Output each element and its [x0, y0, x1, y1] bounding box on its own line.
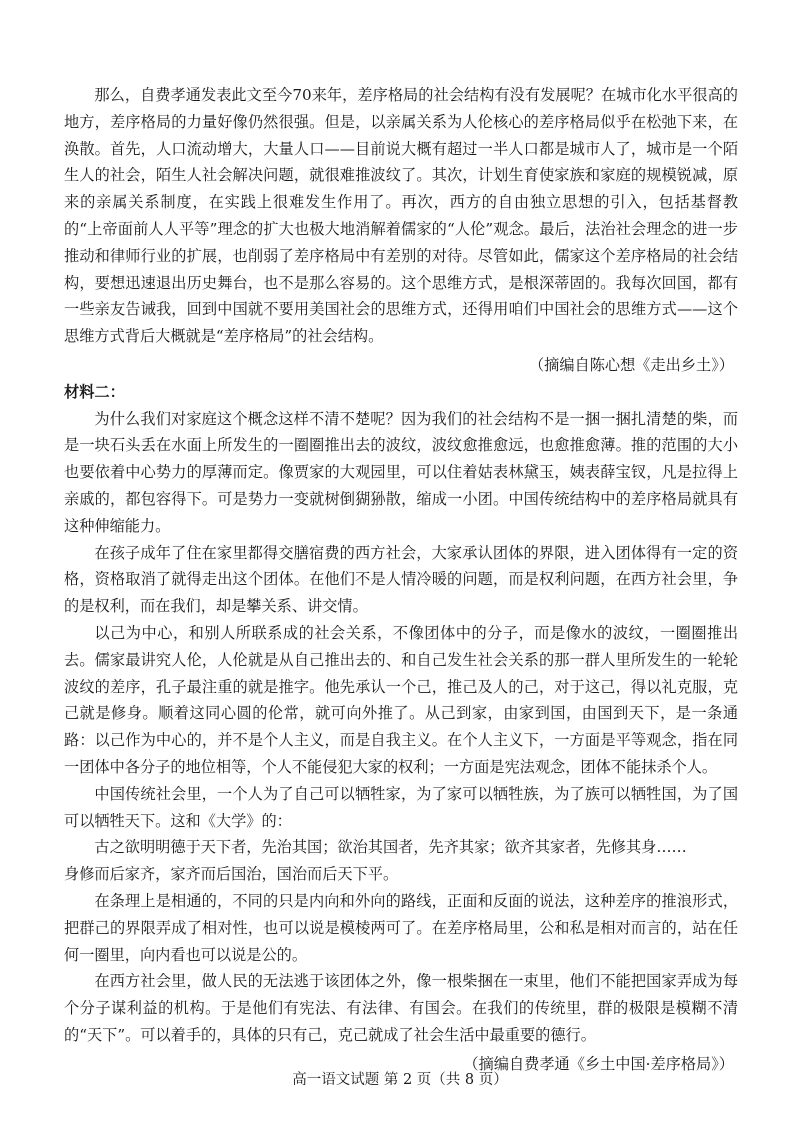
passage2-paragraph-4: 中国传统社会里，一个人为了自己可以牺牲家，为了家可以牺牲族，为了族可以牺牲国，为了国可以牺牲天下。这和《大学》的：	[64, 784, 738, 830]
passage2-paragraph-2: 在孩子成年了住在家里都得交膳宿费的西方社会，大家承认团体的界限，进入团体得有一定的资格，资格取消了就得走出这个团体。在他们不是人情冷暖的问题，而是权利问题，在西方社会里，争的是权利，而在我们，却是攀关系、讲交情。	[64, 543, 738, 616]
passage2-paragraph-3: 以己为中心，和别人所联系成的社会关系，不像团体中的分子，而是像水的波纹，一圈圈推出去。儒家最讲究人伦，人伦就是从自己推出去的、和自己发生社会关系的那一群人里所发生的一轮轮波纹的差序，孔子最注重的就是推字。他先承认一个己，推己及人的己，对于这己，得以礼克服，克己就是修身。顺着这同心圆的伦常，就可向外推了。从己到家，由家到国，由国到天下，是一条通路：以己作为中心的，并不是个人主义，而是自我主义。在个人主义下，一方面是平等观念，指在同一团体中各分子的地位相等，个人不能侵犯大家的权利；一方面是宪法观念，团体不能抹杀个人。	[64, 623, 738, 776]
passage2-paragraph-5: 在条理上是相通的，不同的只是内向和外向的路线，正面和反面的说法，这种差序的推浪形式，把群己的界限弄成了相对性，也可以说是模棱两可了。在差序格局里，公和私是相对而言的，站在任何一圈里，向内看也可以说是公的。	[64, 891, 738, 964]
passage2-paragraph-6: 在西方社会里，做人民的无法逃于该团体之外，像一根柴捆在一束里，他们不能把国家弄成为每个分子谋利益的机构。于是他们有宪法、有法律、有国会。在我们的传统里，群的极限是模糊不清的“天下”。可以着手的，具体的只有己，克己就成了社会生活中最重要的德行。	[64, 972, 738, 1044]
passage1-source: （摘编自陈心想《走出乡土》）	[528, 355, 734, 374]
material-two-heading: 材料二：	[64, 382, 125, 401]
exam-page-body	[64, 82, 738, 1077]
passage2-paragraph-1: 为什么我们对家庭这个概念这样不清不楚呢？因为我们的社会结构不是一捆一捆扎清楚的柴，而是一块石头丢在水面上所发生的一圈圈推出去的波纹，波纹愈推愈远，也愈推愈薄。推的范围的大小也要依着中心势力的厚薄而定。像贾家的大观园里，可以住着姑表林黛玉，姨表薛宝钗，凡是拉得上亲戚的，都包容得下。可是势力一变就树倒猢狲散，缩成一小团。中国传统结构中的差序格局就具有这种伸缩能力。	[64, 409, 738, 535]
passage1-paragraph: 那么，自费孝通发表此文至今70来年，差序格局的社会结构有没有发展呢？在城市化水平很高的地方，差序格局的力量好像仍然很强。但是，以亲属关系为人伦核心的差序格局似乎在松弛下来，在涣散。首先，人口流动增大，大量人口——目前说大概有超过一半人口都是城市人了，城市是一个陌生人的社会，陌生人社会解决问题，就很难推波纹了。其次，计划生育使家族和家庭的规模锐减，原来的亲属关系制度，在实践上很难发生作用了。再次，西方的自由独立思想的引入，包括基督教的“上帝面前人人平等”理念的扩大也极大地消解着儒家的“人伦”观念。最后，法治社会理念的进一步推动和律师行业的扩展，也削弱了差序格局中有差别的对待。尽管如此，儒家这个差序格局的社会结构，要想迅速退出历史舞台，也不是那么容易的。这个思维方式，是根深蒂固的。我每次回国，都有一些亲友告诫我，回到中国就不要用美国社会的思维方式，还得用咱们中国社会的思维方式——这个思维方式背后大概就是“差序格局”的社会结构。	[64, 86, 738, 346]
quotation-line-2: 身修而后家齐，家齐而后国治，国治而后天下平。	[64, 865, 399, 884]
quotation-line-1: 古之欲明明德于天下者，先治其国；欲治其国者，先齐其家；欲齐其家者，先修其身……	[94, 838, 687, 857]
passage2-source: （摘编自费孝通《乡土中国·差序格局》）	[463, 1054, 734, 1073]
page-footer: 高一语文试题 第 2 页（共 8 页）	[292, 1072, 508, 1088]
daxue-quotation	[64, 834, 738, 888]
